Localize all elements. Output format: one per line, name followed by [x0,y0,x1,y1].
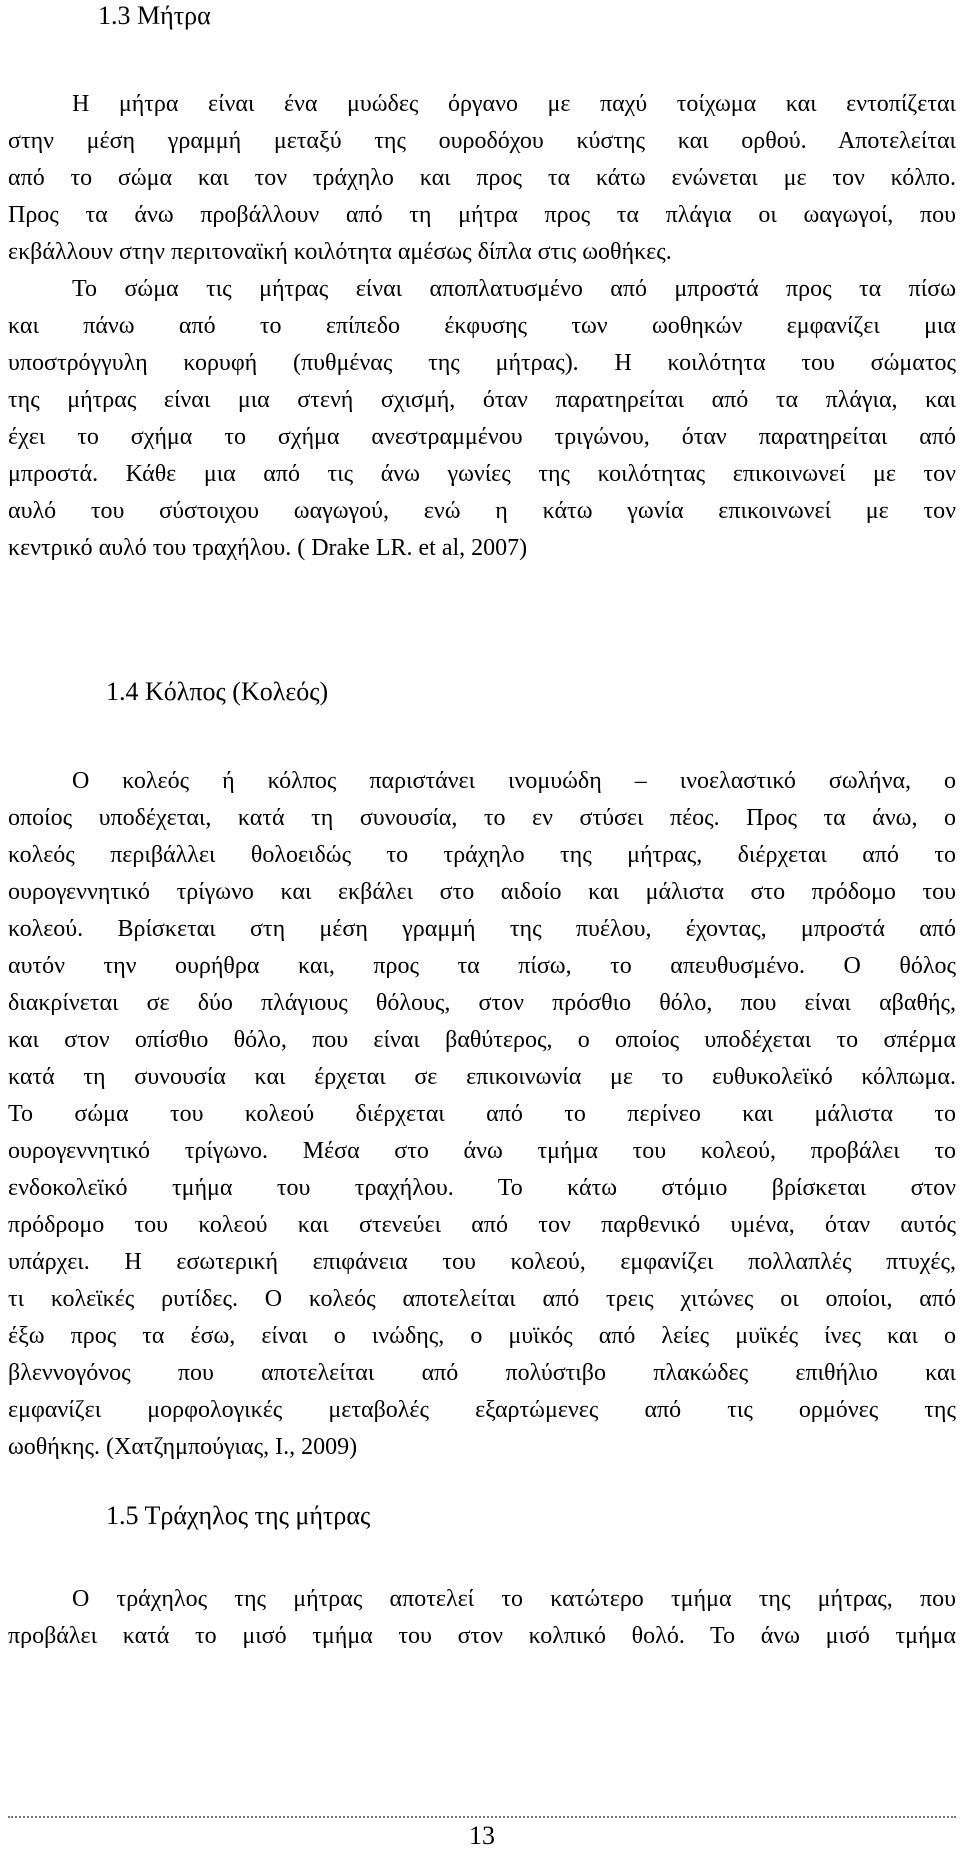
text-line: εκβάλλουν στην περιτοναϊκή κοιλότητα αμέσως δίπλα στις ωοθήκες. [8,239,672,265]
text-line: ενδοκολεϊκό τμήμα του τραχήλου. Το κάτω στόμιο βρίσκεται στον [8,1175,956,1201]
text-line: υπάρχει. Η εσωτερική επιφάνεια του κολεού, εμφανίζει πολλαπλές πτυχές, [8,1249,956,1275]
text-line: εμφανίζει μορφολογικές μεταβολές εξαρτώμενες από τις ορμόνες της [8,1397,956,1423]
text-line: προβάλει κατά το μισό τμήμα του στον κολπικό θολό. Το άνω μισό τμήμα [8,1623,956,1649]
text-line: Προς τα άνω προβάλλουν από τη μήτρα προς τα πλάγια οι ωαγωγοί, που [8,202,956,228]
paragraph-uterus [8,86,956,567]
text-line: Η μήτρα είναι ένα μυώδες όργανο με παχύ τοίχωμα και εντοπίζεται [72,91,956,117]
text-line: υποστρόγγυλη κορυφή (πυθμένας της μήτρας). Η κοιλότητα του σώματος [8,350,956,376]
text-line: τι κολεϊκές ρυτίδες. Ο κολεός αποτελείται από τρεις χιτώνες οι οποίοι, από [8,1286,956,1312]
footer-divider [8,1816,956,1818]
text-line: ουρογεννητικό τρίγωνο. Μέσα στο άνω τμήμα του κολεού, προβάλει το [8,1138,956,1164]
text-line: κολεού. Βρίσκεται στη μέση γραμμή της πυέλου, έχοντας, μπροστά από [8,916,956,942]
section-heading-1-4: 1.4 Κόλπος (Κολεός) [106,677,329,706]
paragraph-cervix [8,1581,956,1655]
text-line: κολεός περιβάλλει θολοειδώς το τράχηλο της μήτρας, διέρχεται από το [8,842,956,868]
text-line: από το σώμα και τον τράχηλο και προς τα κάτω ενώνεται με τον κόλπο. [8,165,956,191]
text-line: αυτόν την ουρήθρα και, προς τα πίσω, το απευθυσμένο. Ο θόλος [8,953,956,979]
text-line: διακρίνεται σε δύο πλάγιους θόλους, στον πρόσθιο θόλο, που είναι αβαθής, [8,990,956,1016]
text-line: στην μέση γραμμή μεταξύ της ουροδόχου κύστης και ορθού. Αποτελείται [8,128,956,154]
text-line: και στον οπίσθιο θόλο, που είναι βαθύτερος, ο οποίος υποδέχεται το σπέρμα [8,1027,956,1053]
text-line: μπροστά. Κάθε μια από τις άνω γωνίες της κοιλότητας επικοινωνεί με τον [8,461,956,487]
text-line: πρόδρομο του κολεού και στενεύει από τον παρθενικό υμένα, όταν αυτός [8,1212,956,1238]
text-line: Το σώμα του κολεού διέρχεται από το περίνεο και μάλιστα το [8,1101,956,1127]
text-line: έξω προς τα έσω, είναι ο ινώδης, ο μυϊκός από λείες μυϊκές ίνες και ο [8,1323,956,1349]
text-line: της μήτρας είναι μια στενή σχισμή, όταν παρατηρείται από τα πλάγια, και [8,387,956,413]
text-line: και πάνω από το επίπεδο έκφυσης των ωοθηκών εμφανίζει μια [8,313,956,339]
text-line: βλεννογόνος που αποτελείται από πολύστιβο πλακώδες επιθήλιο και [8,1360,956,1386]
section-heading-1-3: 1.3 Μήτρα [98,1,211,30]
page-number: 13 [469,1821,495,1850]
text-line: αυλό του σύστοιχου ωαγωγού, ενώ η κάτω γωνία επικοινωνεί με τον [8,498,956,524]
text-line: Ο τράχηλος της μήτρας αποτελεί το κατώτερο τμήμα της μήτρας, που [72,1586,956,1612]
text-line: ωοθήκης. (Χατζημπούγιας, Ι., 2009) [8,1434,358,1460]
paragraph-vagina [8,763,956,1466]
text-line: Το σώμα τις μήτρας είναι αποπλατυσμένο από μπροστά προς τα πίσω [72,276,956,302]
section-heading-1-5: 1.5 Τράχηλος της μήτρας [106,1501,371,1530]
text-line: κατά τη συνουσία και έρχεται σε επικοινωνία με το ευθυκολεϊκό κόλπωμα. [8,1064,956,1090]
text-line: Ο κολεός ή κόλπος παριστάνει ινομυώδη – ινοελαστικό σωλήνα, ο [72,768,956,794]
text-line: οποίος υποδέχεται, κατά τη συνουσία, το εν στύσει πέος. Προς τα άνω, ο [8,805,956,831]
text-line: κεντρικό αυλό του τραχήλου. ( Drake LR. et al, 2007) [8,535,528,561]
text-line: έχει το σχήμα το σχήμα ανεστραμμένου τριγώνου, όταν παρατηρείται από [8,424,956,450]
text-line: ουρογεννητικό τρίγωνο και εκβάλει στο αιδοίο και μάλιστα στο πρόδομο του [8,879,956,905]
